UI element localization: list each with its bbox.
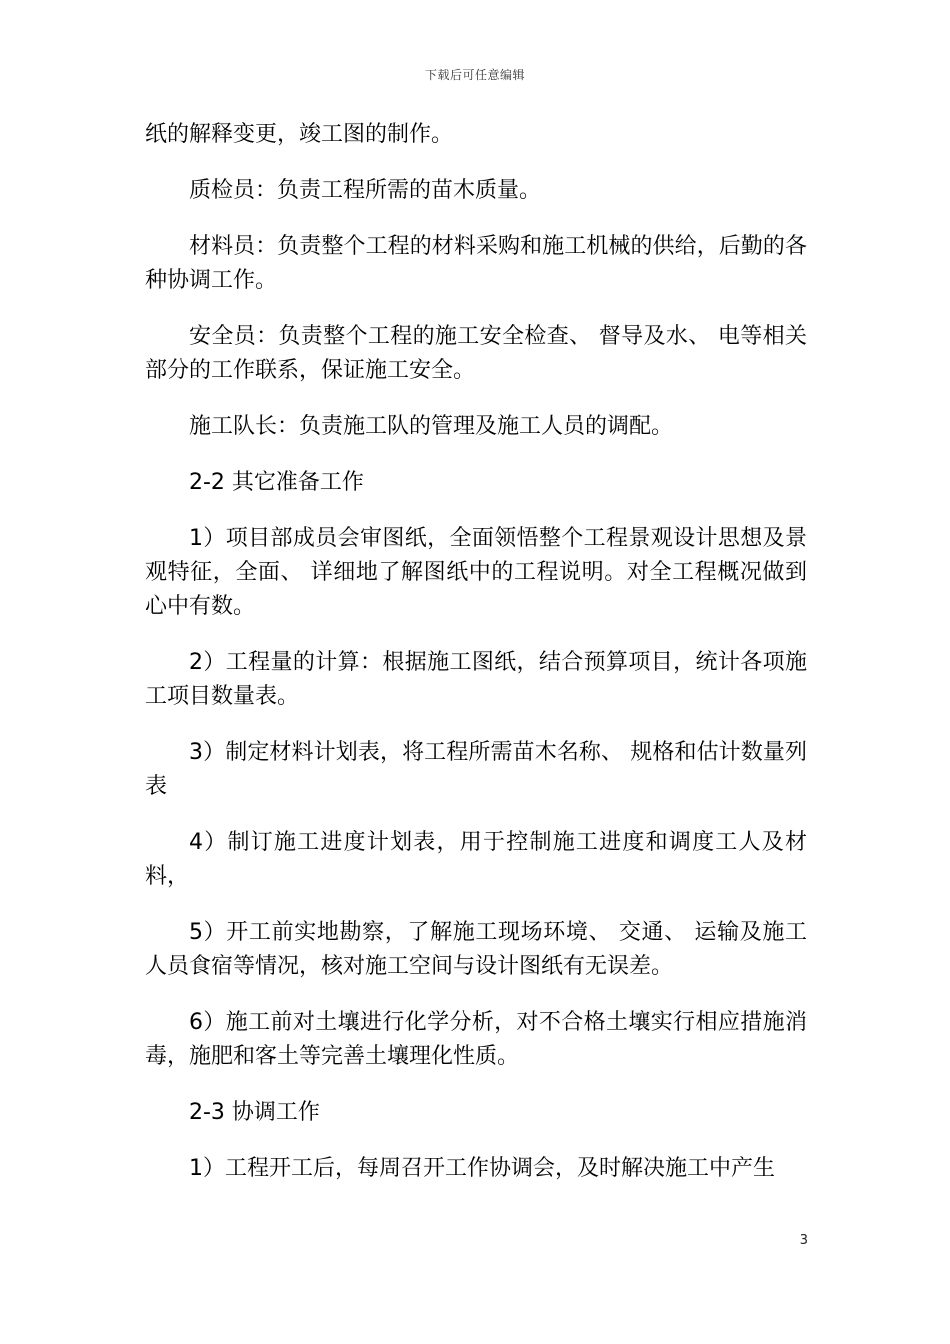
list-item-5: 5）开工前实地勘察，了解施工现场环境、 交通、 运输及施工人员食宿等情况，核对施工空间与设计图纸有无误差。 <box>145 920 807 979</box>
section-heading-2-3: 2-3 协调工作 <box>189 1100 320 1125</box>
list-item-1: 1）项目部成员会审图纸，全面领悟整个工程景观设计思想及景观特征，全面、 详细地了解图纸中的工程说明。对全工程概况做到心中有数。 <box>145 526 807 619</box>
list-item-coordination-1: 1）工程开工后，每周召开工作协调会，及时解决施工中产生 <box>189 1156 775 1181</box>
paragraph-quality-inspector: 质检员：负责工程所需的苗木质量。 <box>189 178 542 203</box>
list-item-2: 2）工程量的计算：根据施工图纸，结合预算项目，统计各项施工项目数量表。 <box>145 650 807 709</box>
document-body <box>145 118 807 1208</box>
paragraph-safety-officer: 安全员：负责整个工程的施工安全检查、 督导及水、 电等相关部分的工作联系，保证施工安全。 <box>145 324 807 383</box>
page-number: 3 <box>799 1233 808 1248</box>
section-heading-2-2: 2-2 其它准备工作 <box>189 470 364 495</box>
list-item-3: 3）制定材料计划表，将工程所需苗木名称、 规格和估计数量列表 <box>145 740 807 799</box>
paragraph-construction-captain: 施工队长：负责施工队的管理及施工人员的调配。 <box>189 414 674 439</box>
list-item-4: 4）制订施工进度计划表，用于控制施工进度和调度工人及材料， <box>145 830 807 889</box>
page-header: 下载后可任意编辑 <box>424 68 525 82</box>
paragraph-material-officer: 材料员：负责整个工程的材料采购和施工机械的供给，后勤的各种协调工作。 <box>145 234 807 293</box>
list-item-6: 6）施工前对土壤进行化学分析，对不合格土壤实行相应措施消毒，施肥和客土等完善土壤理化性质。 <box>145 1010 807 1069</box>
paragraph-continuation: 纸的解释变更，竣工图的制作。 <box>145 122 454 147</box>
